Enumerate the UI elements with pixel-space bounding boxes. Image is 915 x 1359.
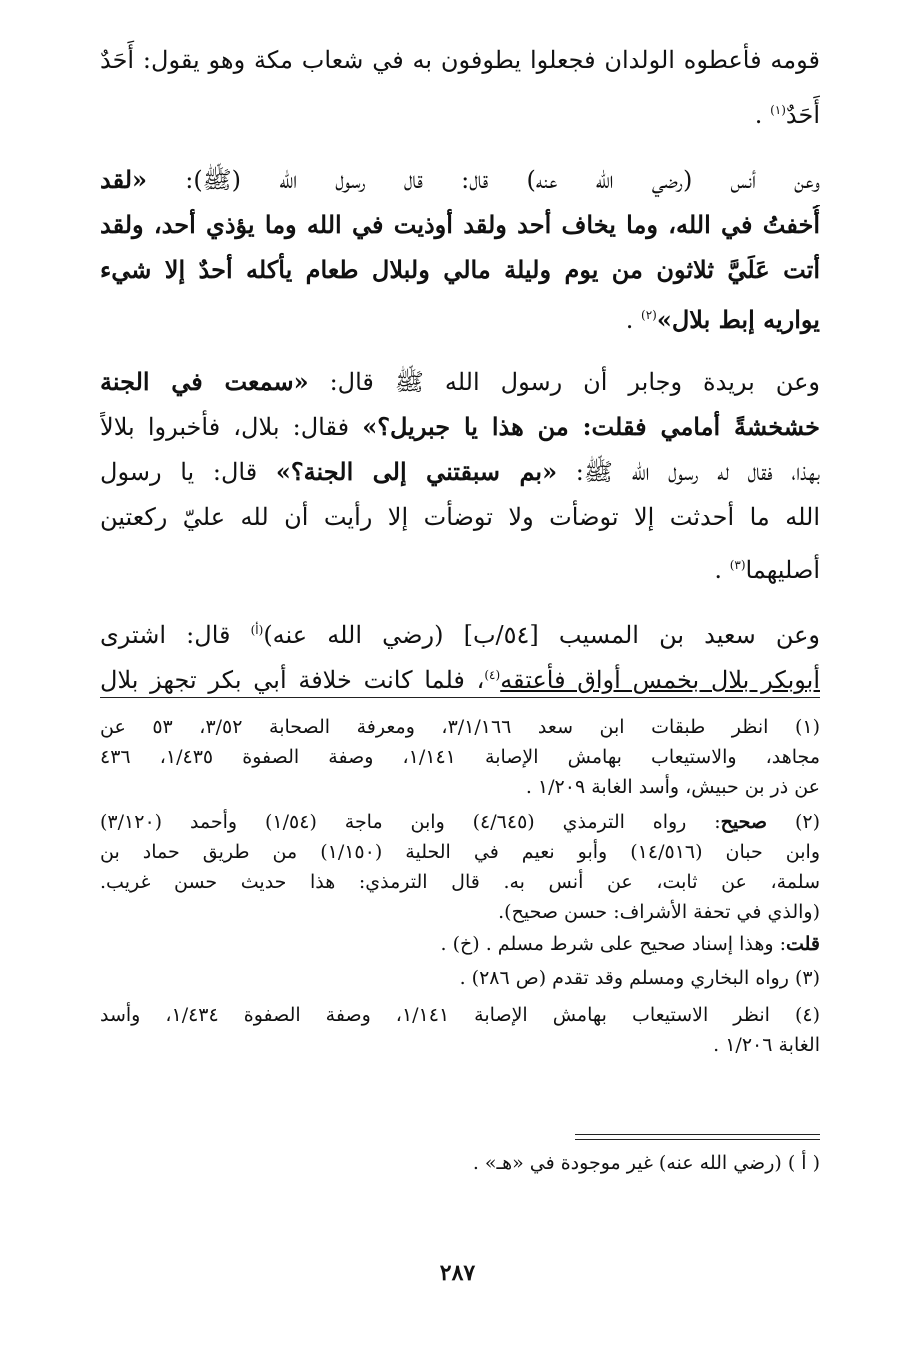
bold-text: «سمعت في الجنة bbox=[100, 367, 309, 396]
bold-text: «بم سبقتني إلى الجنة؟» bbox=[275, 457, 558, 486]
footnote-divider bbox=[100, 697, 820, 698]
editor-note-divider bbox=[575, 1134, 820, 1140]
text-segment: مجاهد، والاستيعاب بهامش الإصابة ١/١٤١، وصفة الصفوة ١/٤٣٥، ٤٣٦ bbox=[100, 746, 820, 768]
footnote-line bbox=[100, 1000, 820, 1030]
footnote-line bbox=[100, 712, 820, 742]
text-segment: قومه فأعطوه الولدان فجعلوا يطوفون به في شعاب مكة وهو يقول: أَحَدٌ bbox=[100, 46, 820, 74]
footnote-line bbox=[100, 772, 820, 802]
text-line bbox=[100, 295, 820, 340]
text-line bbox=[100, 250, 820, 290]
bold-text: أُخفتُ في الله، وما يخاف أحد ولقد أوذيت في الله وما يؤذي أحد، ولقد bbox=[100, 210, 820, 239]
text-segment: وعن بريدة وجابر أن رسول الله ﷺ قال: bbox=[308, 368, 820, 396]
text-segment: (٢) bbox=[767, 811, 820, 833]
footnote-line bbox=[100, 929, 820, 959]
bold-text: أتت عَلَيَّ ثلاثون من يوم وليلة مالي ولبلال طعام يأكله أحدٌ إلا شيء bbox=[100, 255, 820, 284]
bold-text: خشخشةً أمامي فقلت: من هذا يا جبريل؟» bbox=[362, 412, 820, 441]
footnote-marker: (أ) bbox=[250, 623, 264, 637]
text-segment: (٤) انظر الاستيعاب بهامش الإصابة ١/١٤١، وصفة الصفوة ١/٤٣٤، وأسد bbox=[100, 1004, 820, 1026]
footnote-marker: (٢) bbox=[641, 308, 657, 322]
text-line bbox=[100, 40, 820, 80]
text-segment: . bbox=[754, 101, 771, 129]
text-line bbox=[100, 362, 820, 402]
text-segment: فقال: بلال، فأخبروا بلالاً bbox=[100, 413, 363, 441]
text-segment: (والذي في تحفة الأشراف: حسن صحيح). bbox=[498, 901, 820, 923]
text-segment: قال: اشترى bbox=[100, 621, 251, 649]
text-segment: عن ذر بن حبيش، وأسد الغابة ١/٢٠٩ . bbox=[525, 776, 820, 798]
page-number: ٢٨٧ bbox=[439, 1260, 476, 1286]
text-line bbox=[100, 497, 820, 537]
footnote-line bbox=[100, 963, 820, 993]
footnote-line bbox=[100, 837, 820, 867]
footnote-line bbox=[100, 897, 820, 927]
footnote-line bbox=[100, 807, 820, 837]
footnote-marker: (١) bbox=[770, 103, 786, 117]
text-segment: : وهذا إسناد صحيح على شرط مسلم . (خ) . bbox=[440, 933, 786, 955]
text-segment: بهذا، فقال له رسول الله ﷺ: bbox=[557, 458, 820, 486]
text-line bbox=[100, 545, 820, 590]
text-segment: أَحَدٌ bbox=[785, 101, 820, 129]
text-segment: (٣) رواه البخاري ومسلم وقد تقدم (ص ٢٨٦) . bbox=[459, 967, 820, 989]
footnote-line bbox=[100, 742, 820, 772]
text-line bbox=[100, 90, 820, 135]
text-segment: ( أ ) (رضي الله عنه) غير موجودة في «هـ» . bbox=[472, 1152, 820, 1174]
text-segment: سلمة، عن ثابت، عن أنس به. قال الترمذي: هذا حديث حسن غريب. bbox=[100, 871, 820, 893]
text-segment: . bbox=[714, 556, 730, 584]
text-segment: أبوبكر بلال بخمس أواق فأعتقه bbox=[500, 666, 820, 694]
bold-text: صحيح bbox=[720, 811, 768, 833]
text-segment: وعن أنس (رضي الله عنه) قال: قال رسول الله (ﷺ): bbox=[147, 166, 820, 194]
editor-note-line bbox=[100, 1148, 820, 1178]
text-line bbox=[100, 160, 820, 200]
footnote-line bbox=[100, 867, 820, 897]
bold-text: قلت bbox=[785, 933, 820, 955]
footnote-marker: (٣) bbox=[729, 558, 746, 572]
text-line bbox=[100, 205, 820, 245]
footnote-marker: (٤) bbox=[484, 668, 501, 682]
text-segment: قال: يا رسول bbox=[100, 458, 276, 486]
text-segment: وعن سعيد بن المسيب [٥٤/ب] (رضي الله عنه) bbox=[263, 621, 820, 649]
text-line bbox=[100, 452, 820, 492]
bold-text: يواريه إبط بلال» bbox=[656, 305, 820, 334]
text-segment: الله ما أحدثت إلا توضأت ولا توضأت إلا رأيت أن لله عليّ ركعتين bbox=[100, 503, 820, 531]
text-segment: ، فلما كانت خلافة أبي بكر تجهز بلال bbox=[100, 666, 485, 694]
bold-text: «لقد bbox=[100, 165, 148, 194]
text-line bbox=[100, 655, 820, 700]
text-line bbox=[100, 407, 820, 447]
text-segment: الغابة ١/٢٠٦ . bbox=[713, 1034, 820, 1056]
footnote-line bbox=[100, 1030, 820, 1060]
text-segment: أصليهما bbox=[745, 556, 820, 584]
text-segment: . bbox=[625, 306, 641, 334]
text-segment: (١) انظر طبقات ابن سعد ٣/١/١٦٦، ومعرفة الصحابة ٣/٥٢، ٥٣ عن bbox=[100, 716, 820, 738]
text-segment: : رواه الترمذي (٤/٦٤٥) وابن ماجة (١/٥٤) وأحمد (٣/١٢٠) bbox=[100, 811, 721, 833]
text-line bbox=[100, 610, 820, 655]
text-segment: وابن حبان (١٤/٥١٦) وأبو نعيم في الحلية (١/١٥٠) من طريق حماد بن bbox=[100, 841, 820, 863]
